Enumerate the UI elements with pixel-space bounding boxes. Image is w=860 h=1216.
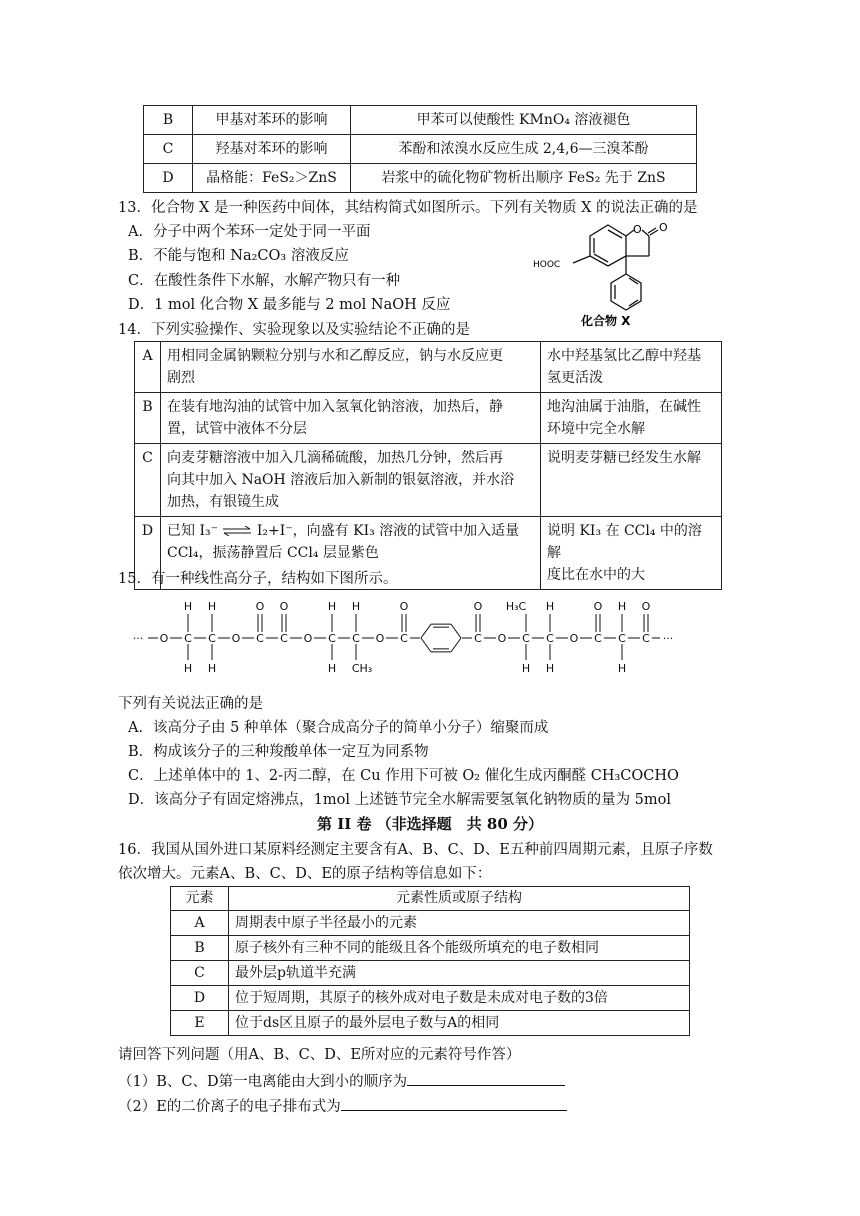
chain-atom: C — [474, 632, 482, 645]
hooc-label: HOOC — [533, 260, 561, 270]
chain-atom: C — [328, 632, 336, 645]
chain-atom: O — [375, 632, 385, 645]
chain-substituent: O — [255, 600, 265, 613]
table-row — [135, 342, 722, 393]
element-symbol: D — [171, 986, 229, 1011]
chain-atom: O — [569, 632, 579, 645]
operation-line: 加热，有银镜生成 — [167, 494, 279, 510]
conclusion-cell — [541, 517, 722, 590]
q16-stem-2: 依次增大。元素A、B、C、D、E的原子结构等信息如下： — [118, 866, 492, 882]
column-header: 元素性质或原子结构 — [229, 887, 690, 911]
polymer-chain-structure — [128, 594, 678, 674]
chain-atom: C — [184, 632, 192, 645]
q15-stem: 15．有一种线性高分子，结构如下图所示。 — [118, 571, 398, 587]
top-table — [143, 105, 697, 193]
q15-option-b: B．构成该分子的三种羧酸单体一定互为同系物 — [128, 744, 429, 760]
operation-line: 置，试管中液体不分层 — [167, 421, 307, 437]
q15-option-d: D．该高分子有固定熔沸点，1mol 上述链节完全水解需要氢氧化钠物质的量为 5mol — [128, 792, 672, 808]
chain-substituent: O — [593, 600, 603, 613]
table-row — [171, 911, 690, 936]
q16-prompt: 请回答下列问题（用A、B、C、D、E所对应的元素符号作答） — [118, 1047, 521, 1063]
row-letter: B — [135, 393, 161, 444]
operation-line: CCl₄，振荡静置后 CCl₄ 层显紫色 — [167, 545, 379, 561]
conclusion-line: 环境中完全水解 — [547, 421, 645, 437]
chain-substituent: H — [617, 600, 627, 613]
carbonyl-oxygen-label: O — [659, 221, 668, 234]
compound-x-structure — [528, 216, 678, 328]
table-row — [171, 961, 690, 986]
row-letter: C — [144, 135, 193, 164]
row-letter: D — [144, 164, 193, 193]
chain-substituent: O — [473, 600, 483, 613]
chain-atom: C — [280, 632, 288, 645]
operation-cell — [161, 342, 541, 393]
chain-substituent: H — [545, 662, 555, 674]
answer-blank[interactable] — [407, 1069, 565, 1086]
q15-question: 下列有关说法正确的是 — [118, 696, 263, 712]
row-subject: 晶格能：FeS₂＞ZnS — [193, 164, 351, 193]
element-info: 周期表中原子半径最小的元素 — [229, 911, 690, 936]
chain-substituent: H — [183, 662, 193, 674]
operation-cell — [161, 393, 541, 444]
chain-atom: O — [159, 632, 169, 645]
chain-atom: C — [618, 632, 626, 645]
benzene-ring-bond — [421, 638, 431, 652]
conclusion-line: 水中羟基氢比乙醇中羟基 — [547, 348, 701, 364]
row-letter: C — [135, 444, 161, 517]
operation-line: 向其中加入 NaOH 溶液后加入新制的银氨溶液，并水浴 — [167, 472, 515, 488]
q13-option-a: A．分子中两个苯环一定处于同一平面 — [128, 224, 371, 240]
operation-text: 已知 I₃⁻ — [167, 523, 218, 539]
chain-dots-right: ··· — [662, 632, 674, 645]
chain-atom: C — [352, 632, 360, 645]
chain-substituent: H — [327, 662, 337, 674]
element-symbol: E — [171, 1011, 229, 1036]
chain-substituent: H — [327, 600, 337, 613]
table-row — [171, 936, 690, 961]
element-symbol: A — [171, 911, 229, 936]
operation-line: 向麦芽糖溶液中加入几滴稀硫酸，加热几分钟，然后再 — [167, 450, 503, 466]
chain-atom: O — [231, 632, 241, 645]
ring-oxygen-label: O — [633, 223, 642, 236]
q16-sub2 — [118, 1094, 567, 1117]
q16-element-table — [170, 886, 690, 1036]
operation-line: 剧烈 — [167, 370, 195, 386]
conclusion-line: 度比在水中的大 — [547, 567, 645, 583]
row-fact: 苯酚和浓溴水反应生成 2,4,6—三溴苯酚 — [351, 135, 697, 164]
table-row — [171, 986, 690, 1011]
table-row — [144, 164, 697, 193]
q16-stem-1: 16．我国从国外进口某原料经测定主要含有A、B、C、D、E五种前四周期元素，且原子序数 — [118, 842, 713, 858]
chain-atom: C — [208, 632, 216, 645]
chain-atom: C — [642, 632, 650, 645]
row-subject: 羟基对苯环的影响 — [193, 135, 351, 164]
element-symbol: B — [171, 936, 229, 961]
conclusion-line: 说明麦芽糖已经发生水解 — [547, 450, 701, 466]
chain-substituent: O — [641, 600, 651, 613]
chain-atom: O — [497, 632, 507, 645]
chain-substituent: H — [207, 600, 217, 613]
equilibrium-arrow-icon — [222, 526, 252, 536]
chain-atom: O — [303, 632, 313, 645]
element-info: 位于短周期，其原子的核外成对电子数是未成对电子数的3倍 — [229, 986, 690, 1011]
table-row — [144, 135, 697, 164]
benzene-ring-bond — [451, 638, 461, 652]
chain-substituent: H — [207, 662, 217, 674]
column-header: 元素 — [171, 887, 229, 911]
q13-stem: 13．化合物 X 是一种医药中间体，其结构简式如图所示。下列有关物质 X 的说法正确的是 — [118, 200, 698, 216]
conclusion-line: 氢更活泼 — [547, 370, 603, 386]
chain-substituent: H — [545, 600, 555, 613]
benzene-ring-bond — [421, 624, 431, 638]
element-symbol: C — [171, 961, 229, 986]
q14-table — [134, 341, 722, 590]
conclusion-line: 地沟油属于油脂，在碱性 — [547, 399, 701, 415]
operation-text: I₂+I⁻，向盛有 KI₃ 溶液的试管中加入适量 — [256, 523, 520, 539]
chain-substituent: H — [351, 600, 361, 613]
element-info: 最外层p轨道半充满 — [229, 961, 690, 986]
q16-sub2-text: （2）E的二价离子的电子排布式为 — [118, 1099, 341, 1115]
table-row — [135, 444, 722, 517]
benzene-ring-bond — [451, 624, 461, 638]
chain-atom: C — [400, 632, 408, 645]
chain-dots-left: ··· — [132, 632, 144, 645]
row-letter: D — [135, 517, 161, 590]
part2-title: 第 II 卷 （非选择题 共 80 分） — [316, 815, 544, 833]
conclusion-cell — [541, 342, 722, 393]
q13-option-d: D．1 mol 化合物 X 最多能与 2 mol NaOH 反应 — [128, 297, 451, 313]
chain-substituent: H — [617, 662, 627, 674]
table-row — [135, 393, 722, 444]
conclusion-cell — [541, 393, 722, 444]
chain-atom: C — [546, 632, 554, 645]
chain-substituent: H₃C — [505, 600, 527, 613]
compound-x-label: 化合物 X — [581, 314, 631, 328]
row-subject: 甲基对苯环的影响 — [193, 106, 351, 135]
q15-option-c: C．上述单体中的 1、2-丙二醇，在 Cu 作用下可被 O₂ 催化生成丙酮醛 CH₃COCHO — [128, 768, 679, 784]
chain-atom: C — [594, 632, 602, 645]
row-letter: B — [144, 106, 193, 135]
element-info: 位于ds区且原子的最外层电子数与A的相同 — [229, 1011, 690, 1036]
chain-substituent: O — [399, 600, 409, 613]
table-header-row — [171, 887, 690, 911]
q16-sub1-text: （1）B、C、D第一电离能由大到小的顺序为 — [118, 1074, 408, 1090]
chain-substituent: CH₃ — [351, 662, 373, 674]
q15-option-a: A．该高分子由 5 种单体（聚合成高分子的简单小分子）缩聚而成 — [128, 720, 549, 736]
q16-sub1 — [118, 1069, 565, 1092]
operation-line: 用相同金属钠颗粒分别与水和乙醇反应，钠与水反应更 — [167, 348, 503, 364]
row-letter: A — [135, 342, 161, 393]
table-row — [144, 106, 697, 135]
q14-stem: 14．下列实验操作、实验现象以及实验结论不正确的是 — [118, 322, 470, 338]
conclusion-cell — [541, 444, 722, 517]
chain-substituent: H — [183, 600, 193, 613]
table-row — [171, 1011, 690, 1036]
operation-cell — [161, 444, 541, 517]
answer-blank[interactable] — [341, 1094, 567, 1111]
chain-substituent: H — [521, 662, 531, 674]
chain-atom: C — [522, 632, 530, 645]
element-info: 原子核外有三种不同的能级且各个能级所填充的电子数相同 — [229, 936, 690, 961]
q13-option-c: C．在酸性条件下水解，水解产物只有一种 — [128, 273, 401, 289]
row-fact: 岩浆中的硫化物矿物析出顺序 FeS₂ 先于 ZnS — [351, 164, 697, 193]
chain-atom: C — [256, 632, 264, 645]
operation-line: 在装有地沟油的试管中加入氢氧化钠溶液，加热后，静 — [167, 399, 503, 415]
row-fact: 甲苯可以使酸性 KMnO₄ 溶液褪色 — [351, 106, 697, 135]
conclusion-line: 说明 KI₃ 在 CCl₄ 中的溶解 — [547, 523, 702, 561]
chain-substituent: O — [279, 600, 289, 613]
operation-line — [167, 520, 534, 542]
q13-option-b: B．不能与饱和 Na₂CO₃ 溶液反应 — [128, 248, 349, 264]
